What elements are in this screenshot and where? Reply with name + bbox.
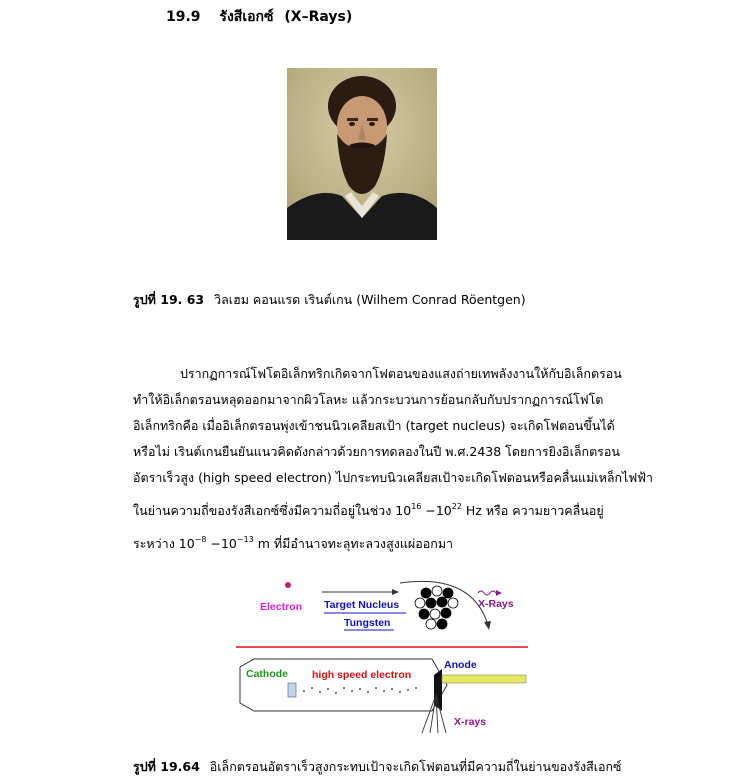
diagram-electron-label: Electron xyxy=(260,601,303,613)
diagram-target-nucleus-label: Target Nucleus xyxy=(324,599,400,611)
xray-wave-arrowhead xyxy=(496,590,502,596)
line6-post: Hz หรือ ความยาวคลื่นอยู่ xyxy=(461,503,604,518)
paragraph-line-1: ปรากฏการณ์โฟโตอิเล็กทริกเกิดจากโฟตอนของแสงถ่ายเทพลังงานให้กับอิเล็กตรอน xyxy=(180,366,622,381)
paragraph-line-5: อัตราเร็วสูง (high speed electron) ไปกระทบนิวเคลียสเป้าจะเกิดโฟตอนหรือคลื่นแม่เหล็กไฟฟ้า xyxy=(133,470,654,485)
diagram-xrays-bottom-label: X-rays xyxy=(454,716,487,728)
line7-pre: ระหว่าง 10 xyxy=(133,536,195,551)
figure-2-label: รูปที่ 19.64 xyxy=(133,759,200,774)
xray-emission-lines xyxy=(422,695,446,733)
figure-1-label: รูปที่ 19. 63 xyxy=(133,292,205,307)
paragraph-line-4: หรือไม่ เรินต์เกนยืนยันแนวคิดดังกล่าวด้วยการทดลองในปี พ.ศ.2438 โดยการยิงอิเล็กตรอน xyxy=(133,444,620,459)
xray-tube-diagram xyxy=(232,575,532,735)
paragraph-line-3: อิเล็กทริกคือ เมื่ออิเล็กตรอนพุ่งเข้าชนนิวเคลียสเป้า (target nucleus) จะเกิดโฟตอนขึ้นได้ xyxy=(133,418,615,433)
figure-1-caption xyxy=(133,290,526,310)
xray-wave-icon xyxy=(478,591,496,595)
line7-exp2: −13 xyxy=(236,535,254,544)
section-title-en: (X–Rays) xyxy=(284,9,353,25)
anode-rod xyxy=(442,675,526,683)
nucleus-cluster xyxy=(415,586,458,629)
line6-pre: ในย่านความถี่ของรังสีเอกซ์ซึ่งมีความถี่อยู่ในช่วง 10 xyxy=(133,503,412,518)
xray-tube-outline xyxy=(240,659,447,711)
electron-beam-dots xyxy=(303,687,417,694)
section-heading xyxy=(166,6,352,28)
line7-mid: −10 xyxy=(206,536,237,551)
diagram-high-speed-label: high speed electron xyxy=(312,669,412,681)
electron-arrowhead xyxy=(392,589,399,595)
line7-post: m ที่มีอำนาจทะลุทะลวงสูงแผ่ออกมา xyxy=(253,536,454,551)
figure-2-caption xyxy=(133,757,622,777)
cathode-filament xyxy=(288,683,296,697)
roentgen-portrait-image xyxy=(287,68,437,240)
line6-exp2: 22 xyxy=(451,502,462,511)
diagram-cathode-label: Cathode xyxy=(246,668,288,680)
line6-exp1: 16 xyxy=(411,502,422,511)
electron-dot xyxy=(285,582,291,588)
paragraph-line-2: ทำให้อิเล็กตรอนหลุดออกมาจากผิวโลหะ แล้วกระบวนการย้อนกลับกับปรากฏการณ์โฟโต xyxy=(133,392,604,407)
section-number: 19.9 xyxy=(166,9,201,25)
diagram-anode-label: Anode xyxy=(444,659,477,671)
paragraph-line-7 xyxy=(133,532,733,551)
paragraph-line-6 xyxy=(133,499,733,518)
anode-target xyxy=(434,669,442,711)
deflection-arrowhead xyxy=(484,621,491,630)
diagram-xrays-top-label: X-Rays xyxy=(478,598,514,610)
line7-exp1: −8 xyxy=(194,535,207,544)
figure-2-text: อิเล็กตรอนอัตราเร็วสูงกระทบเป้าจะเกิดโฟตอนที่มีความถี่ในย่านของรังสีเอกซ์ xyxy=(209,759,622,774)
line6-mid: −10 xyxy=(421,503,452,518)
diagram-tungsten-label: Tungsten xyxy=(344,617,391,629)
section-title: รังสีเอกซ์ xyxy=(219,9,274,25)
figure-1-text: วิลเฮม คอนแรด เรินต์เกน (Wilhem Conrad Röentgen) xyxy=(214,292,526,307)
